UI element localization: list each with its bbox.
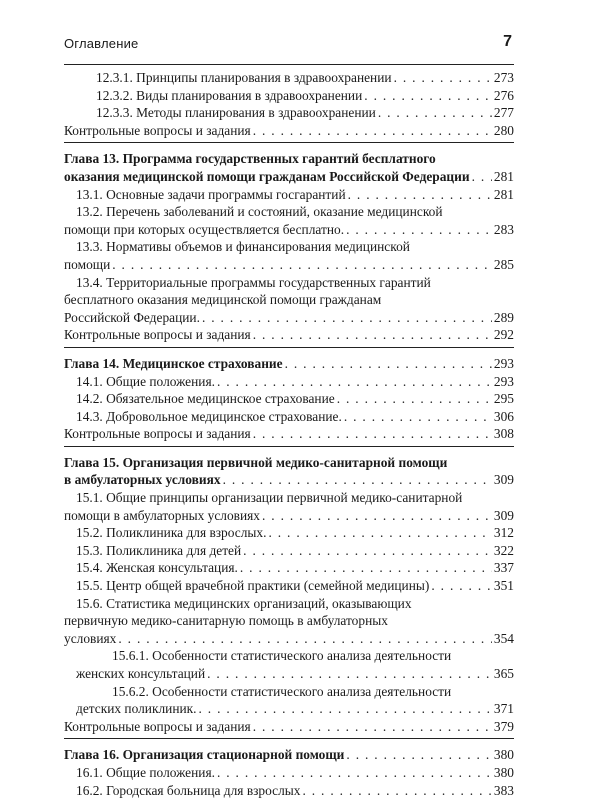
dot-leader xyxy=(302,782,491,800)
dot-leader xyxy=(431,577,492,595)
dot-leader xyxy=(253,326,492,344)
dot-leader xyxy=(262,507,492,525)
toc-page-number: 281 xyxy=(493,186,514,202)
dot-leader xyxy=(240,559,492,577)
toc-page-number: 309 xyxy=(493,472,514,488)
dot-leader xyxy=(207,665,492,683)
toc-entry-line: 15.6.2. Особенности статистического анализа деятельности xyxy=(112,683,452,699)
toc-page-number: 371 xyxy=(493,701,514,717)
toc-entry-title: условиях xyxy=(64,630,117,646)
toc-page-number: 285 xyxy=(493,256,514,272)
toc-entry-title: 12.3.3. Методы планирования в здравоохранении xyxy=(96,105,376,121)
toc-entry xyxy=(64,256,514,274)
toc-entry xyxy=(64,524,514,542)
toc-page-number: 309 xyxy=(493,507,514,523)
toc-entry-title: женских консультаций xyxy=(76,666,206,681)
toc-entry-title: Контрольные вопросы и задания xyxy=(64,426,251,442)
toc-entry xyxy=(64,326,514,344)
toc-page-number: 281 xyxy=(493,168,514,184)
dot-leader xyxy=(346,221,492,239)
running-header xyxy=(0,0,600,60)
toc-entry-line: 15.1. Общие принципы организации первичной медико-санитарной xyxy=(76,490,463,506)
toc-entry xyxy=(64,700,514,718)
toc-entry xyxy=(64,390,514,408)
toc-page-number: 273 xyxy=(493,70,514,85)
table-of-contents xyxy=(64,68,514,802)
toc-entry-title: оказания медицинской помощи гражданам Российской Федерации xyxy=(64,168,470,184)
toc-entry xyxy=(64,542,514,560)
page-number: 7 xyxy=(503,33,512,50)
toc-page-number: 322 xyxy=(493,542,514,558)
dot-leader xyxy=(253,425,492,443)
toc-entry-title: Контрольные вопросы и задания xyxy=(64,718,251,734)
toc-entry-line: 15.6. Статистика медицинских организаций, оказывающих xyxy=(76,595,412,611)
toc-page-number: 295 xyxy=(493,391,514,407)
dot-leader xyxy=(364,87,492,105)
dot-leader xyxy=(202,309,492,327)
toc-entry-line: 15.6.1. Особенности статистического анализа деятельности xyxy=(112,648,452,664)
dot-leader xyxy=(344,408,492,426)
toc-entry-title: Контрольные вопросы и задания xyxy=(64,327,251,343)
toc-entry-title: 14.1. Общие положения. xyxy=(76,373,215,389)
toc-entry xyxy=(64,122,514,140)
toc-page-number: 337 xyxy=(493,560,514,576)
toc-page-number: 308 xyxy=(493,426,514,442)
toc-entry xyxy=(64,408,514,426)
header-rule xyxy=(64,64,514,65)
toc-page-number: 354 xyxy=(493,630,514,646)
toc-entry xyxy=(64,577,514,595)
toc-entry-title: 16.1. Общие положения. xyxy=(76,764,215,780)
chapter-heading-entry xyxy=(64,355,514,373)
chapter-heading-entry xyxy=(64,168,514,186)
toc-entry xyxy=(64,782,514,800)
dot-leader xyxy=(243,542,492,560)
dot-leader xyxy=(348,186,492,204)
chapter-heading-line: Глава 15. Организация первичной медико-санитарной помощи xyxy=(64,454,448,470)
toc-entry xyxy=(64,630,514,648)
toc-entry-title: 14.3. Добровольное медицинское страхование. xyxy=(76,408,342,424)
dot-leader xyxy=(112,256,492,274)
toc-entry xyxy=(64,764,514,782)
dot-leader xyxy=(394,69,492,87)
toc-entry xyxy=(64,373,514,391)
dot-leader xyxy=(217,764,492,782)
toc-entry-title: 12.3.1. Принципы планирования в здравоохранении xyxy=(96,70,392,85)
toc-entry xyxy=(64,221,514,239)
toc-entry xyxy=(64,87,514,105)
toc-entry-title: в амбулаторных условиях xyxy=(64,472,221,488)
dot-leader xyxy=(118,630,492,648)
toc-page-number: 312 xyxy=(493,525,514,541)
toc-section xyxy=(64,143,514,348)
toc-entry-title: 15.4. Женская консультация. xyxy=(76,560,238,576)
toc-section xyxy=(64,739,514,802)
toc-entry-title: детских поликлиник. xyxy=(76,701,197,717)
toc-page-number: 306 xyxy=(493,408,514,424)
toc-entry-title: Контрольные вопросы и задания xyxy=(64,122,251,138)
dot-leader xyxy=(346,746,492,764)
toc-page-number: 293 xyxy=(493,355,514,371)
toc-section xyxy=(64,447,514,740)
dot-leader xyxy=(337,390,492,408)
toc-entry xyxy=(64,309,514,327)
toc-entry-title: 12.3.2. Виды планирования в здравоохранении xyxy=(96,87,363,103)
toc-entry xyxy=(64,425,514,443)
toc-entry-title: помощи xyxy=(64,256,111,272)
toc-page-number: 365 xyxy=(493,666,514,681)
toc-entry-title: 13.1. Основные задачи программы госгарантий xyxy=(76,186,346,202)
dot-leader xyxy=(378,104,492,122)
dot-leader xyxy=(253,122,492,140)
toc-entry-title: 15.5. Центр общей врачебной практики (семейной медицины) xyxy=(76,578,430,594)
dot-leader xyxy=(472,168,492,186)
toc-page-number: 277 xyxy=(493,105,514,121)
dot-leader xyxy=(285,355,492,373)
toc-entry-title: помощи в амбулаторных условиях xyxy=(64,507,261,523)
dot-leader xyxy=(217,373,492,391)
toc-page-number: 283 xyxy=(493,221,514,237)
toc-page-number: 293 xyxy=(493,373,514,389)
toc-page-number: 276 xyxy=(493,87,514,103)
toc-entry xyxy=(64,718,514,736)
dot-leader xyxy=(199,700,492,718)
toc-entry-title: 16.2. Городская больница для взрослых xyxy=(76,782,301,798)
toc-entry-title: помощи при которых осуществляется бесплатно. xyxy=(64,221,345,237)
toc-entry xyxy=(64,559,514,577)
toc-entry-title: 14.2. Обязательное медицинское страхование xyxy=(76,391,335,407)
toc-entry-line: 13.4. Территориальные программы государственных гарантий xyxy=(76,274,431,290)
dot-leader xyxy=(268,524,491,542)
toc-page-number: 292 xyxy=(493,327,514,343)
toc-section xyxy=(64,68,514,143)
running-header-title: Оглавление xyxy=(64,36,139,51)
toc-page-number: 280 xyxy=(493,122,514,138)
toc-page-number: 351 xyxy=(493,578,514,594)
toc-entry-title: Российской Федерации. xyxy=(64,309,200,325)
toc-entry-title: Глава 14. Медицинское страхование xyxy=(64,355,283,371)
chapter-heading-entry xyxy=(64,471,514,489)
toc-page-number: 379 xyxy=(493,718,514,734)
toc-entry-line: первичную медико-санитарную помощь в амбулаторных xyxy=(64,613,388,629)
toc-entry-title: 15.3. Поликлиника для детей xyxy=(76,542,242,558)
toc-page-number: 383 xyxy=(493,782,514,798)
toc-entry-line: бесплатного оказания медицинской помощи гражданам xyxy=(64,292,382,308)
chapter-heading-entry xyxy=(64,746,514,764)
toc-entry xyxy=(64,69,514,87)
chapter-heading-line: Глава 13. Программа государственных гарантий бесплатного xyxy=(64,151,436,167)
toc-entry xyxy=(64,104,514,122)
toc-entry xyxy=(64,665,514,683)
toc-page-number: 380 xyxy=(493,747,514,763)
toc-entry-title: Глава 16. Организация стационарной помощи xyxy=(64,747,345,763)
toc-entry-line: 13.3. Нормативы объемов и финансирования медицинской xyxy=(76,239,410,255)
toc-page-number: 289 xyxy=(493,309,514,325)
toc-entry xyxy=(64,507,514,525)
toc-entry-line: 13.2. Перечень заболеваний и состояний, оказание медицинской xyxy=(76,204,443,220)
dot-leader xyxy=(223,471,492,489)
toc-page-number: 380 xyxy=(493,764,514,780)
toc-entry xyxy=(64,186,514,204)
toc-entry-title: 15.2. Поликлиника для взрослых. xyxy=(76,525,267,541)
dot-leader xyxy=(253,718,492,736)
toc-section xyxy=(64,348,514,447)
